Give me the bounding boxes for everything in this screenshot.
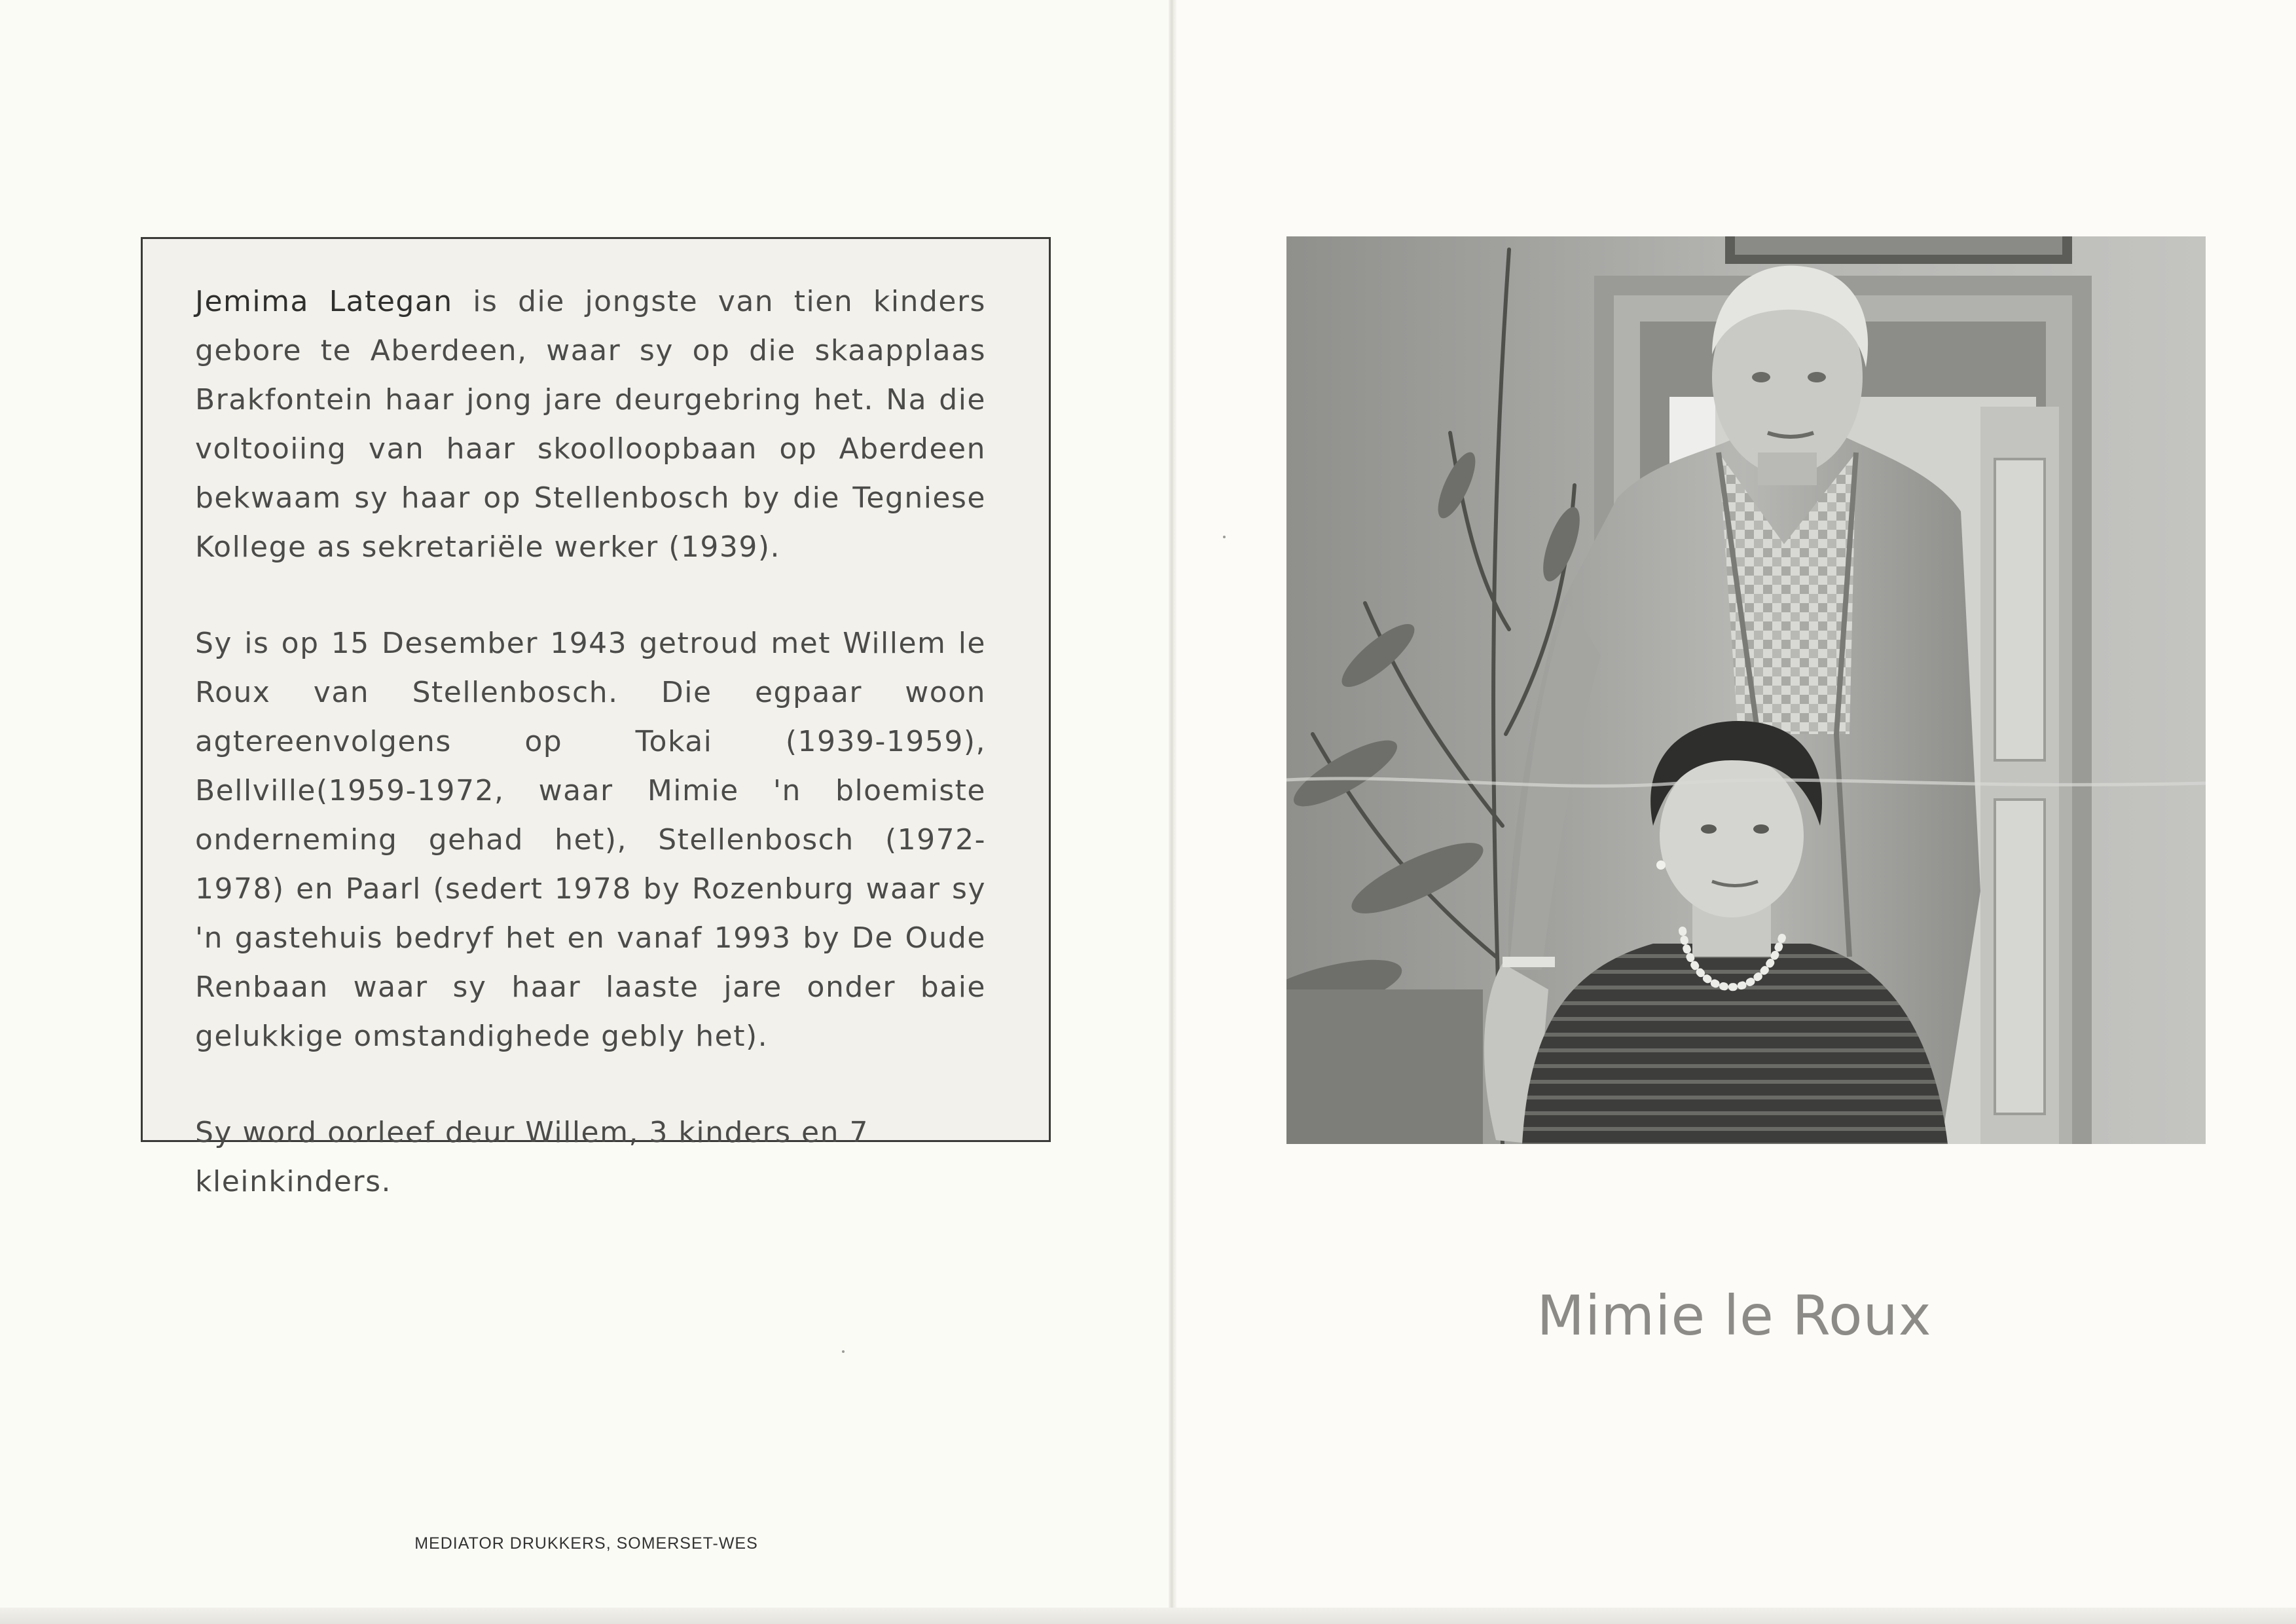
printer-credit: MEDIATOR DRUKKERS, SOMERSET-WES [414, 1534, 758, 1553]
biography-name: Jemima Lategan [195, 285, 453, 318]
couple-portrait-photo [1286, 236, 2206, 1144]
memorial-name: Mimie le Roux [1537, 1283, 1932, 1348]
biography-paragraph-1 [195, 277, 986, 572]
biography-paragraph-3: Sy word oorleef deur Willem, 3 kinders en 7 kleinkinders. [195, 1116, 869, 1198]
biography-box [141, 237, 1051, 1198]
biography-paragraph-2: Sy is op 15 Desember 1943 getroud met Willem le Roux van Stellenbosch. Die egpaar woon agtereenvolgens op Tokai (1939-1959), Bellville(1959-1972, waar Mimie 'n bloemiste onderneming gehad het), Stellenbosch (1972-1978) en Paarl (sedert 1978 by Rozenburg waar sy 'n gastehuis bedryf het en vanaf 1993 by De Oude Renbaan waar sy haar laaste jare onder baie gelukkige omstandighede gebly het). [195, 627, 986, 1053]
card-fold [1169, 0, 1176, 1624]
paper-speck [1223, 536, 1226, 538]
card-bottom-edge [0, 1608, 2296, 1624]
paper-speck [842, 1350, 845, 1353]
biography-paragraph-1-text: is die jongste van tien kinders gebore te Aberdeen, waar sy op die skaapplaas Brakfontein haar jong jare deurgebring het. Na die voltooiing van haar skoolloopbaan op Aberdeen bekwaam sy haar op Stellenbosch by die Tegniese Kollege as sekretariële werker (1939). [195, 285, 986, 564]
